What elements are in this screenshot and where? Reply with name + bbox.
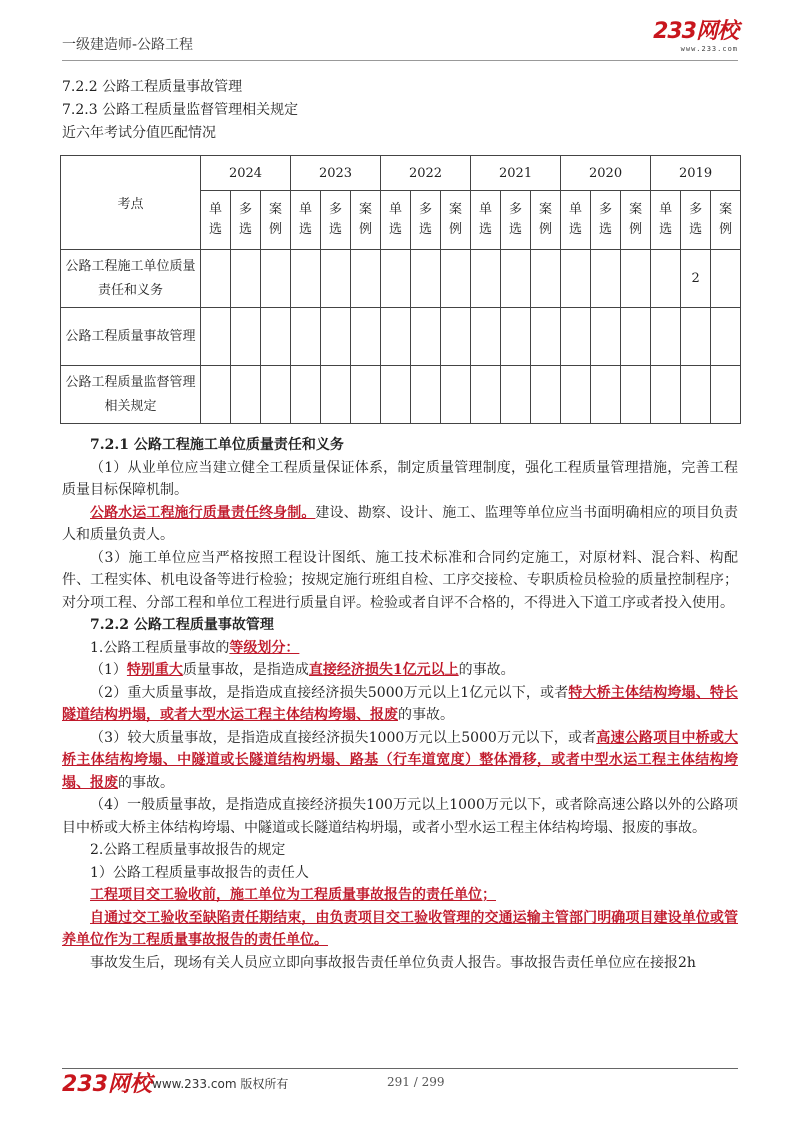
score-cell [651, 366, 681, 424]
score-cell [441, 250, 471, 308]
grade-4: （4）一般质量事故，是指造成直接经济损失100万元以上1000万元以下，或者除高速公路以外的公路项目中桥或大桥主体结构垮塌、中隧道或长隧道结构坍塌，或者小型水运工程主体结构垮塌、报废的事故。 [62, 797, 738, 836]
score-cell [501, 308, 531, 366]
score-cell [531, 308, 561, 366]
score-cell [291, 366, 321, 424]
subheader-case: 案 例 [441, 191, 471, 250]
score-cell [561, 366, 591, 424]
year-2023: 2023 [291, 156, 381, 191]
score-cell [351, 308, 381, 366]
score-cell [561, 250, 591, 308]
grade-heading [62, 637, 738, 660]
brand-logo[interactable] [653, 14, 738, 53]
paragraph-3: （3）施工单位应当严格按照工程设计图纸、施工技术标准和合同约定施工，对原材料、混合料、构配件、工程实体、机电设备等进行检验；按规定施行班组自检、工序交接检、专职质检员检验的质量控制程序；对分项工程、分部工程和单位工程进行质量自评。检验或者自评不合格的，不得进入下道工序或者投入使用。 [62, 549, 738, 611]
score-cell [231, 308, 261, 366]
score-cell [411, 250, 441, 308]
subheader-multiple: 多 选 [681, 191, 711, 250]
paragraph-1: （1）从业单位应当建立健全工程质量保证体系，制定质量管理制度，强化工程质量管理措施，完善工程质量目标保障机制。 [62, 459, 738, 498]
grade-3 [62, 727, 738, 795]
paragraph-2-text: 建设、勘察、设计、施工、监理等单位应当书面明确相应的项目负责人和质量负责人。 [62, 504, 738, 543]
score-cell [261, 366, 291, 424]
score-cell [621, 308, 651, 366]
paragraph-last: 事故发生后，现场有关人员应立即向事故报告责任单位负责人报告。事故报告责任单位应在接报2h [90, 954, 696, 971]
table-row [61, 250, 741, 308]
header-kaodian: 考点 [61, 156, 201, 250]
brand-logo-site: www.233.com [680, 45, 738, 53]
intro-line-2: 7.2.3 公路工程质量监督管理相关规定 [62, 102, 299, 118]
highlight-report-before-acceptance: 工程项目交工验收前，施工单位为工程质量事故报告的责任单位； [90, 887, 496, 903]
score-cell [231, 366, 261, 424]
score-cell [591, 250, 621, 308]
subheader-case: 案 例 [711, 191, 741, 250]
score-cell [621, 250, 651, 308]
score-cell [711, 250, 741, 308]
subheader-single: 单 选 [651, 191, 681, 250]
page-header [62, 0, 738, 61]
grade-3-text: （3）较大质量事故，是指造成直接经济损失1000万元以上5000万元以下，或者 [90, 729, 597, 746]
score-cell [711, 366, 741, 424]
page-footer [62, 1068, 738, 1099]
score-cell [291, 308, 321, 366]
paragraph-2 [62, 502, 738, 547]
highlight-grade-division: 等级划分： [229, 639, 300, 656]
grade-2-end: 的事故。 [398, 707, 454, 723]
year-2022: 2022 [381, 156, 471, 191]
score-cell [411, 366, 441, 424]
score-cell [591, 308, 621, 366]
score-cell [591, 366, 621, 424]
highlight-lifetime-responsibility: 公路水运工程施行质量责任终身制。 [90, 504, 316, 521]
score-cell [531, 366, 561, 424]
grade-2-text: （2）重大质量事故，是指造成直接经济损失5000万元以上1亿元以下，或者 [90, 684, 569, 701]
highlight-grade-2: 特大桥主体结构垮塌、特长隧道结构坍塌，或者大型水运工程主体结构垮塌、报废 [62, 684, 738, 723]
grade-1-prefix: （1） [90, 662, 127, 678]
score-cell [531, 250, 561, 308]
intro-line-1: 7.2.2 公路工程质量事故管理 [62, 79, 243, 95]
footer-logo[interactable]: 233网校 [62, 1072, 152, 1097]
year-2019: 2019 [651, 156, 741, 191]
score-cell [261, 308, 291, 366]
highlight-especially-serious: 特别重大 [126, 662, 183, 678]
year-2021: 2021 [471, 156, 561, 191]
table-year-row [61, 156, 741, 191]
score-cell: 2 [681, 250, 711, 308]
subheader-single: 单 选 [381, 191, 411, 250]
table-row [61, 308, 741, 366]
score-cell [501, 366, 531, 424]
score-cell [651, 308, 681, 366]
score-cell [651, 250, 681, 308]
score-cell [381, 366, 411, 424]
score-cell [441, 308, 471, 366]
score-cell [201, 308, 231, 366]
score-cell [351, 250, 381, 308]
subheader-multiple: 多 选 [591, 191, 621, 250]
score-cell [711, 308, 741, 366]
exam-score-table [60, 155, 741, 424]
subheader-case: 案 例 [621, 191, 651, 250]
grade-1 [62, 659, 738, 682]
score-cell [471, 250, 501, 308]
score-cell [381, 308, 411, 366]
row-label: 公路工程质量事故管理 [61, 308, 201, 366]
score-cell [291, 250, 321, 308]
year-2020: 2020 [561, 156, 651, 191]
grade-3-end: 的事故。 [118, 774, 174, 791]
score-cell [261, 250, 291, 308]
score-cell [471, 308, 501, 366]
score-cell [321, 308, 351, 366]
footer-copyright: www.233.com 版权所有 [152, 1077, 289, 1091]
subheader-single: 单 选 [561, 191, 591, 250]
year-2024: 2024 [201, 156, 291, 191]
subheader-single: 单 选 [471, 191, 501, 250]
score-cell [351, 366, 381, 424]
score-cell [201, 366, 231, 424]
intro-line-3: 近六年考试分值匹配情况 [62, 125, 216, 141]
score-cell [441, 366, 471, 424]
score-cell [321, 250, 351, 308]
header-title: 一级建造师-公路工程 [62, 37, 194, 53]
grade-2 [62, 682, 738, 727]
brand-logo-mark: 233网校 [653, 19, 738, 44]
subheader-case: 案 例 [351, 191, 381, 250]
score-cell [681, 366, 711, 424]
section-heading-721: 7.2.1 公路工程施工单位质量责任和义务 [90, 437, 344, 453]
score-cell [621, 366, 651, 424]
subheader-case: 案 例 [261, 191, 291, 250]
section-heading-722: 7.2.2 公路工程质量事故管理 [90, 617, 274, 633]
score-cell [321, 366, 351, 424]
report-subheading: 1）公路工程质量事故报告的责任人 [90, 864, 309, 881]
subheader-multiple: 多 选 [501, 191, 531, 250]
row-label: 公路工程施工单位质量责任和义务 [61, 250, 201, 308]
subheader-multiple: 多 选 [231, 191, 261, 250]
subheader-single: 单 选 [291, 191, 321, 250]
document-body [62, 434, 738, 974]
score-cell [201, 250, 231, 308]
score-cell [681, 308, 711, 366]
report-heading: 2.公路工程质量事故报告的规定 [90, 842, 286, 858]
subheader-multiple: 多 选 [321, 191, 351, 250]
score-cell [561, 308, 591, 366]
score-cell [381, 250, 411, 308]
page-number: 291 / 299 [387, 1075, 445, 1089]
highlight-grade-3: 高速公路项目中桥或大桥主体结构垮塌、中隧道或长隧道结构坍塌、路基（行车道宽度）整体滑移，或者中型水运工程主体结构垮塌、报废 [62, 729, 739, 791]
score-cell [471, 366, 501, 424]
subheader-multiple: 多 选 [411, 191, 441, 250]
grade-1-end: 的事故。 [458, 662, 515, 678]
highlight-100m-loss: 直接经济损失1亿元以上 [308, 662, 459, 678]
grade-1-mid: 质量事故，是指造成 [182, 662, 309, 678]
subheader-single: 单 选 [201, 191, 231, 250]
subheader-case: 案 例 [531, 191, 561, 250]
score-cell [411, 308, 441, 366]
grade-heading-text: 1.公路工程质量事故的 [90, 639, 230, 656]
highlight-report-after-acceptance: 自通过交工验收至缺陷责任期结束，由负责项目交工验收管理的交通运输主管部门明确项目建设单位或管养单位作为工程质量事故报告的责任单位。 [62, 909, 738, 948]
score-cell [501, 250, 531, 308]
table-row [61, 366, 741, 424]
row-label: 公路工程质量监督管理相关规定 [61, 366, 201, 424]
score-cell [231, 250, 261, 308]
